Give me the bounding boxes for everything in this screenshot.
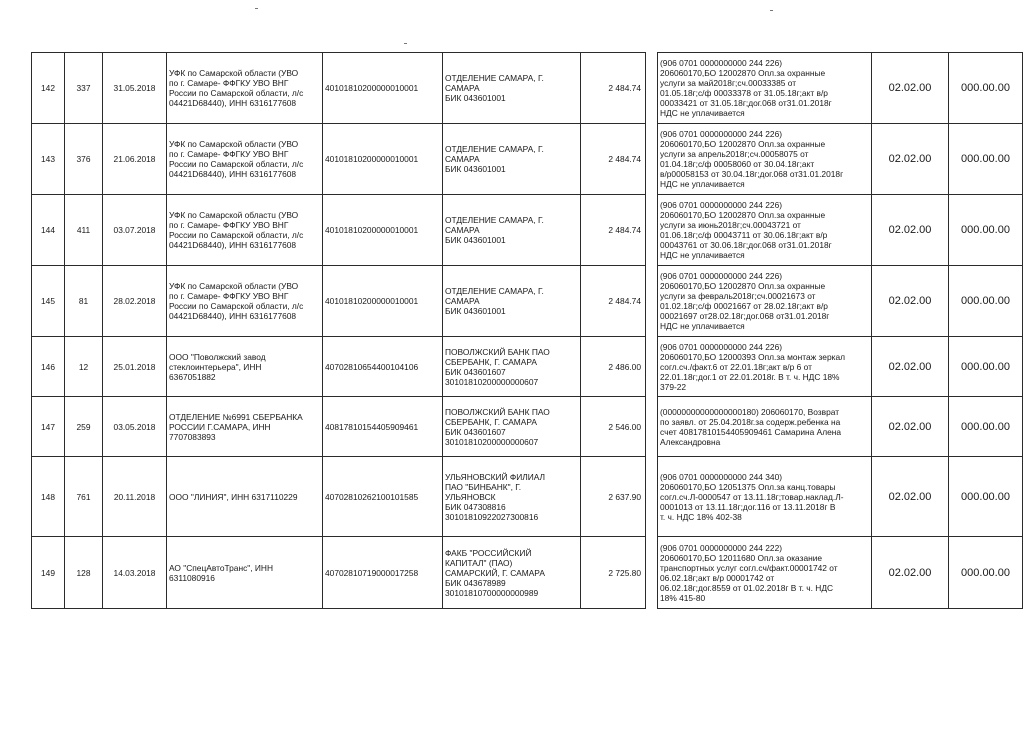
payee-cell-line: АО "СпецАвтоТранс", ИНН [169, 562, 274, 573]
bank-cell-line: ОТДЕЛЕНИЕ САМАРА, Г. [445, 73, 544, 83]
bank-cell-line: СБЕРБАНК, Г. САМАРА [445, 416, 537, 427]
bank-cell-line: ПОВОЛЖСКИЙ БАНК ПАО [445, 346, 550, 357]
amount-cell: 2 725.80 [581, 537, 646, 609]
table-row [32, 195, 1023, 266]
code-cell: 02.02.00 [872, 195, 949, 266]
purpose-cell-line: услуги за июнь2018г;сч.00043721 от [660, 220, 801, 230]
doc-number: 128 [65, 537, 103, 609]
payee-cell-line: РОССИИ Г.САМАРА, ИНН [169, 421, 271, 432]
code2-cell: 000.00.00 [949, 457, 1023, 537]
code2-cell: 000.00.00 [949, 337, 1023, 397]
payee-cell [167, 266, 323, 337]
payee-cell-line: 04421D68440), ИНН 6316177608 [169, 98, 297, 108]
bank-cell-line: САМАРА [445, 225, 480, 235]
payee-cell-line: УФК по Самарской области (УВО [169, 139, 299, 149]
purpose-cell-line: 206060170,БО 12002870 Опл.за охранные [660, 68, 826, 78]
purpose-cell-line: согл.сч./факт.6 от 22.01.18г;акт в/р 6 от [660, 361, 812, 372]
payee-cell-line: России по Самарской области, л/с [169, 88, 304, 98]
bank-cell-line: ПОВОЛЖСКИЙ БАНК ПАО [445, 406, 550, 417]
bank-cell [443, 124, 581, 195]
amount-cell: 2 484.74 [581, 266, 646, 337]
bank-cell-line: САМАРСКИЙ, Г. САМАРА [445, 567, 545, 578]
payee-cell-line: 6311080916 [169, 572, 215, 583]
payee-cell [167, 457, 323, 537]
payee-cell [167, 537, 323, 609]
account-cell: 40702810719000017258 [323, 537, 443, 609]
bank-cell-line: ФАКБ "РОССИЙСКИЙ [445, 547, 532, 558]
row-number: 148 [32, 457, 65, 537]
code-cell: 02.02.00 [872, 457, 949, 537]
account-cell: 40702810654400104106 [323, 337, 443, 397]
bank-cell-line: КАПИТАЛ" (ПАО) [445, 557, 513, 568]
account-cell: 40817810154405909461 [323, 397, 443, 457]
spacer-cell [646, 397, 658, 457]
doc-number: 12 [65, 337, 103, 397]
doc-number: 337 [65, 53, 103, 124]
purpose-cell [658, 195, 872, 266]
payee-cell [167, 337, 323, 397]
bank-cell-line: ОТДЕЛЕНИЕ САМАРА, Г. [445, 215, 544, 225]
spacer-cell [646, 337, 658, 397]
purpose-cell-line: Александровна [660, 436, 721, 447]
bank-cell-line: 30101810922027300816 [445, 511, 539, 522]
code-cell: 02.02.00 [872, 124, 949, 195]
payee-cell-line: стеклоинтерьера", ИНН [169, 361, 262, 372]
bank-cell-line: СБЕРБАНК, Г. САМАРА [445, 356, 537, 367]
amount-cell: 2 546.00 [581, 397, 646, 457]
purpose-cell-line: счет 40817810154405909461 Самарина Алена [660, 426, 842, 437]
doc-number: 81 [65, 266, 103, 337]
purpose-cell-line: 00043761 от 30.06.18г;дог.068 от31.01.2018г [660, 240, 832, 250]
doc-date: 14.03.2018 [103, 537, 167, 609]
payee-cell-line: ООО "ЛИНИЯ", ИНН 6317110229 [169, 491, 298, 502]
purpose-cell-line: 206060170,БО 12002870 Опл.за охранные [660, 139, 826, 149]
bank-cell-line: БИК 043601001 [445, 235, 506, 245]
payee-cell [167, 195, 323, 266]
bank-cell [443, 337, 581, 397]
payee-cell-line: ООО "Поволжский завод [169, 351, 266, 362]
purpose-cell-line: (906 0701 0000000000 244 226) [660, 58, 783, 68]
amount-cell: 2 637.90 [581, 457, 646, 537]
payments-table [31, 52, 1023, 609]
table-row [32, 53, 1023, 124]
bank-cell-line: 30101810200000000607 [445, 436, 539, 447]
code2-cell: 000.00.00 [949, 195, 1023, 266]
scan-mark [404, 43, 407, 44]
bank-cell-line: БИК 043601001 [445, 164, 506, 174]
purpose-cell-line: НДС не уплачивается [660, 250, 745, 260]
purpose-cell-line: 06.02.18г;акт в/р 00001742 от [660, 572, 775, 583]
bank-cell-line: БИК 047308816 [445, 501, 506, 512]
bank-cell-line: САМАРА [445, 154, 480, 164]
purpose-cell-line: транспортных услуг согл.сч/факт.00001742 от [660, 562, 838, 573]
bank-cell-line: БИК 043601001 [445, 306, 506, 316]
purpose-cell-line: (906 0701 0000000000 244 340) [660, 471, 783, 482]
payee-cell-line: России по Самарской области, л/с [169, 159, 304, 169]
purpose-cell-line: 00033421 от 31.05.18г;дог.068 от31.01.2018г [660, 98, 832, 108]
purpose-cell-line: (906 0701 0000000000 244 226) [660, 341, 783, 352]
purpose-cell-line: 01.04.18г;с/ф 00058060 от 30.04.18г;акт [660, 159, 815, 169]
code-cell: 02.02.00 [872, 537, 949, 609]
purpose-cell-line: 01.06.18г;с/ф 00043711 от 30.06.18г;акт в/р [660, 230, 828, 240]
purpose-cell-line: в/р00058153 от 30.04.18г;дог.068 от31.01.2018г [660, 169, 844, 179]
purpose-cell-line: НДС не уплачивается [660, 108, 745, 118]
purpose-cell-line: 01.02.18г;с/ф 00021667 от 28.02.18г;акт в/р [660, 301, 828, 311]
code2-cell: 000.00.00 [949, 397, 1023, 457]
purpose-cell-line: (906 0701 0000000000 244 226) [660, 129, 783, 139]
bank-cell-line: 30101810200000000607 [445, 376, 539, 387]
payee-cell-line: по г. Самаре- ФФГКУ УВО ВНГ [169, 78, 289, 88]
amount-cell: 2 484.74 [581, 195, 646, 266]
code-cell: 02.02.00 [872, 397, 949, 457]
payee-cell-line: 04421D68440), ИНН 6316177608 [169, 240, 297, 250]
purpose-cell-line: (906 0701 0000000000 244 226) [660, 271, 783, 281]
doc-date: 03.07.2018 [103, 195, 167, 266]
purpose-cell-line: 22.01.18г;дог.1 от 22.01.2018г. В т. ч. НДС 18% [660, 371, 840, 382]
table-row [32, 266, 1023, 337]
purpose-cell-line: услуги за апрель2018г;сч.00058075 от [660, 149, 809, 159]
purpose-cell-line: услуги за май2018г;сч.00033385 от [660, 78, 797, 88]
purpose-cell [658, 337, 872, 397]
spacer-cell [646, 457, 658, 537]
purpose-cell-line: услуги за февраль2018г;сч.00021673 от [660, 291, 816, 301]
code2-cell: 000.00.00 [949, 266, 1023, 337]
amount-cell: 2 484.74 [581, 53, 646, 124]
bank-cell-line: 30101810700000000989 [445, 587, 539, 598]
bank-cell [443, 266, 581, 337]
code-cell: 02.02.00 [872, 53, 949, 124]
doc-date: 20.11.2018 [103, 457, 167, 537]
bank-cell [443, 195, 581, 266]
row-number: 147 [32, 397, 65, 457]
payee-cell [167, 53, 323, 124]
purpose-cell-line: 18% 415-80 [660, 592, 706, 603]
row-number: 146 [32, 337, 65, 397]
payee-cell-line: 04421D68440), ИНН 6316177608 [169, 169, 297, 179]
doc-number: 411 [65, 195, 103, 266]
doc-date: 03.05.2018 [103, 397, 167, 457]
table-row [32, 337, 1023, 397]
amount-cell: 2 484.74 [581, 124, 646, 195]
purpose-cell [658, 266, 872, 337]
doc-number: 761 [65, 457, 103, 537]
doc-number: 376 [65, 124, 103, 195]
account-cell: 40702810262100101585 [323, 457, 443, 537]
purpose-cell-line: 206060170,БО 12002870 Опл.за охранные [660, 210, 826, 220]
spacer-cell [646, 53, 658, 124]
doc-date: 25.01.2018 [103, 337, 167, 397]
bank-cell-line: УЛЬЯНОВСК [445, 491, 496, 502]
spacer-cell [646, 266, 658, 337]
purpose-cell-line: 06.02.18г;дог.8559 от 01.02.2018г В т. ч. НДС [660, 582, 834, 593]
purpose-cell [658, 537, 872, 609]
doc-date: 28.02.2018 [103, 266, 167, 337]
purpose-cell-line: по заявл. от 25.04.2018г.за содерж.ребенка на [660, 416, 841, 427]
payee-cell-line: ОТДЕЛЕНИЕ №6991 СБЕРБАНКА [169, 411, 303, 422]
payee-cell-line: 6367051882 [169, 371, 216, 382]
bank-cell-line: ОТДЕЛЕНИЕ САМАРА, Г. [445, 144, 544, 154]
spacer-cell [646, 124, 658, 195]
spacer-cell [646, 195, 658, 266]
account-cell: 40101810200000010001 [323, 195, 443, 266]
purpose-cell-line: 206060170,БО 12002870 Опл.за охранные [660, 281, 826, 291]
purpose-cell-line: 0001013 от 13.11.18г;дог.116 от 13.11.2018г В [660, 501, 836, 512]
code2-cell: 000.00.00 [949, 53, 1023, 124]
scan-mark [770, 10, 773, 11]
code2-cell: 000.00.00 [949, 124, 1023, 195]
purpose-cell-line: 206060170,БО 12000393 Опл.за монтаж зеркал [660, 351, 845, 362]
doc-number: 259 [65, 397, 103, 457]
payee-cell-line: УФК по Самарской областu (УВО [169, 210, 299, 220]
purpose-cell [658, 124, 872, 195]
purpose-cell-line: (00000000000000000180) 206060170, Возврат [660, 406, 840, 417]
payee-cell-line: по г. Самаре- ФФГКУ УВО ВНГ [169, 220, 289, 230]
row-number: 149 [32, 537, 65, 609]
spacer-cell [646, 537, 658, 609]
table-row [32, 537, 1023, 609]
payee-cell [167, 397, 323, 457]
bank-cell-line: САМАРА [445, 296, 480, 306]
purpose-cell-line: согл.сч.Л-0000547 от 13.11.18г;товар.наклад.Л- [660, 491, 844, 502]
doc-date: 31.05.2018 [103, 53, 167, 124]
bank-cell-line: БИК 043601607 [445, 366, 506, 377]
payee-cell-line: по г. Самаре- ФФГКУ УВО ВНГ [169, 149, 289, 159]
doc-date: 21.06.2018 [103, 124, 167, 195]
purpose-cell-line: 01.05.18г;с/ф 00033378 от 31.05.18г;акт в/р [660, 88, 828, 98]
purpose-cell-line: 00021697 от28.02.18г;дог.068 от31.01.2018г [660, 311, 830, 321]
bank-cell [443, 397, 581, 457]
bank-cell-line: ПАО "БИНБАНК", Г. [445, 481, 522, 492]
payee-cell-line: 04421D68440), ИНН 6316177608 [169, 311, 297, 321]
payee-cell-line: УФК по Самарской области (УВО [169, 68, 299, 78]
payee-cell-line: по г. Самаре- ФФГКУ УВО ВНГ [169, 291, 289, 301]
purpose-cell-line: (906 0701 0000000000 244 226) [660, 200, 783, 210]
payee-cell [167, 124, 323, 195]
scan-mark [255, 8, 258, 9]
bank-cell-line: ОТДЕЛЕНИЕ САМАРА, Г. [445, 286, 544, 296]
table-row [32, 457, 1023, 537]
purpose-cell [658, 397, 872, 457]
payee-cell-line: России по Самарской области, л/с [169, 301, 304, 311]
code-cell: 02.02.00 [872, 266, 949, 337]
payee-cell-line: 7707083893 [169, 431, 216, 442]
purpose-cell-line: 379-22 [660, 381, 687, 392]
purpose-cell-line: т. ч. НДС 18% 402-38 [660, 511, 742, 522]
purpose-cell-line: НДС не уплачивается [660, 179, 745, 189]
bank-cell-line: БИК 043678989 [445, 577, 506, 588]
bank-cell [443, 457, 581, 537]
row-number: 144 [32, 195, 65, 266]
code-cell: 02.02.00 [872, 337, 949, 397]
bank-cell-line: БИК 043601607 [445, 426, 506, 437]
purpose-cell-line: 206060170,БО 12011680 Опл.за оказание [660, 552, 823, 563]
bank-cell [443, 537, 581, 609]
bank-cell-line: САМАРА [445, 83, 480, 93]
purpose-cell-line: НДС не уплачивается [660, 321, 745, 331]
table-row [32, 124, 1023, 195]
row-number: 142 [32, 53, 65, 124]
bank-cell-line: УЛЬЯНОВСКИЙ ФИЛИАЛ [445, 471, 546, 482]
purpose-cell-line: (906 0701 0000000000 244 222) [660, 542, 783, 553]
row-number: 145 [32, 266, 65, 337]
bank-cell [443, 53, 581, 124]
account-cell: 40101810200000010001 [323, 266, 443, 337]
account-cell: 40101810200000010001 [323, 53, 443, 124]
payee-cell-line: России по Самарской области, л/с [169, 230, 304, 240]
code2-cell: 000.00.00 [949, 537, 1023, 609]
purpose-cell [658, 53, 872, 124]
bank-cell-line: БИК 043601001 [445, 93, 506, 103]
account-cell: 40101810200000010001 [323, 124, 443, 195]
table-row [32, 397, 1023, 457]
amount-cell: 2 486.00 [581, 337, 646, 397]
payee-cell-line: УФК по Самарской области (УВО [169, 281, 299, 291]
purpose-cell [658, 457, 872, 537]
purpose-cell-line: 206060170,БО 12051375 Опл.за канц.товары [660, 481, 836, 492]
row-number: 143 [32, 124, 65, 195]
